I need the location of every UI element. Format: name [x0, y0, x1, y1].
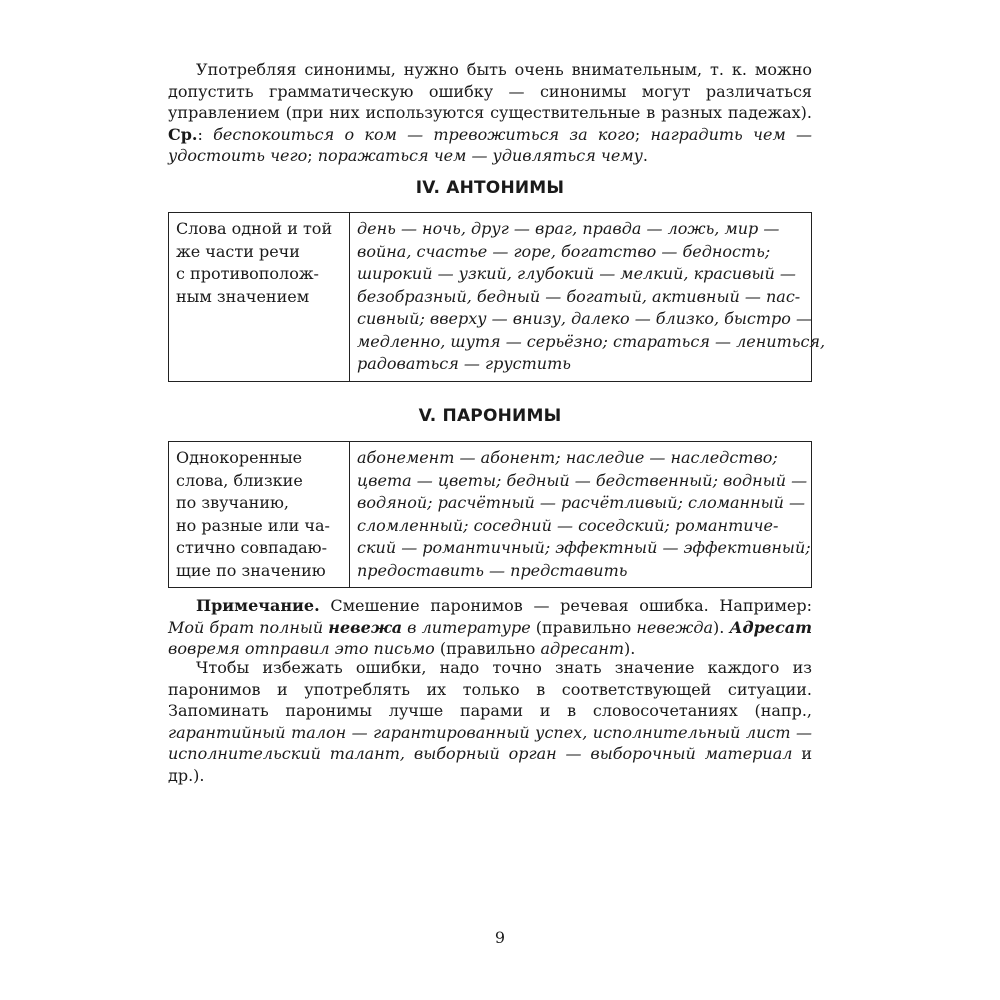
- definition-line: по звучанию,: [176, 493, 289, 512]
- definition-line: слова, близкие: [176, 470, 303, 490]
- table-row: [169, 213, 812, 382]
- antonyms-examples-cell: [350, 213, 826, 382]
- example-line: медленно, шутя — серьёзно; стараться — лениться,: [357, 331, 826, 351]
- definition-line: но разные или ча-: [176, 515, 330, 535]
- paronyms-heading: V. ПАРОНИМЫ: [418, 406, 562, 426]
- example-line: безобразный, бедный — богатый, активный — пас-: [357, 286, 801, 306]
- cf-label: Ср.: [168, 124, 198, 144]
- definition-line: с противополож-: [176, 264, 319, 283]
- synonym-example: наградить чем — удостоить чего: [168, 124, 812, 165]
- table-row: [169, 442, 812, 588]
- paronyms-table: [168, 441, 812, 588]
- example-line: абонемент — абонент; наследие — наследство;: [357, 448, 778, 467]
- example-line: радоваться — грустить: [357, 354, 571, 373]
- example-line: предоставить — представить: [357, 560, 628, 580]
- paronym-examples: гарантийный талон — гарантированный успех, исполнительный лист — исполнительский талант, выборный орган — выборочный материал: [168, 722, 812, 763]
- antonyms-heading: IV. АНТОНИМЫ: [415, 178, 565, 198]
- definition-line: Однокоренные: [176, 448, 303, 467]
- synonym-example: поражаться чем — удивляться чему: [317, 146, 643, 165]
- synonyms-paragraph: Употребляя синонимы, нужно быть очень внимательным, т. к. можно допустить грамматическую ошибку — синонимы могут различаться управлением (при них используются существительные в разных падежах). Ср.: беспокоиться о ком — тревожиться за кого; наградить чем — удостоить чего; поражаться чем — удивляться чему.: [168, 60, 812, 165]
- example-line: день — ночь, друг — враг, правда — ложь, мир —: [357, 219, 780, 238]
- final-paragraph: Чтобы избежать ошибки, надо точно знать значение каждого из паронимов и употреблять их только в соответствующей ситуации. Запоминать паронимы лучше парами и в словосочетаниях (напр., гарантийный талон — гарантированный успех, исполнительный лист — исполнительский талант, выборный орган — выборочный материал и др.).: [168, 658, 812, 785]
- antonyms-definition-cell: [169, 213, 350, 382]
- example-line: сломленный; соседний — соседский; романтиче-: [357, 515, 779, 535]
- example-line: ский — романтичный; эффектный — эффективный;: [357, 538, 811, 557]
- example-line: водяной; расчётный — расчётливый; сломанный —: [357, 493, 806, 512]
- error-word: невежа: [328, 617, 403, 637]
- example-line: широкий — узкий, глубокий — мелкий, красивый —: [357, 264, 796, 283]
- synonym-example: беспокоиться о ком — тревожиться за кого: [213, 124, 635, 144]
- note-paragraph: Примечание. Смешение паронимов — речевая ошибка. Например: Мой брат полный невежа в литературе (правильно невежда). Адресат вовремя отправил это письмо (правильно адресант).: [168, 596, 812, 658]
- error-word: Адресат: [729, 617, 812, 637]
- paronyms-definition-cell: [169, 442, 350, 588]
- example-line: цвета — цветы; бедный — бедственный; водный —: [357, 470, 808, 490]
- note-label: Примечание.: [196, 596, 320, 615]
- definition-line: щие по значению: [176, 560, 326, 580]
- example-line: война, счастье — горе, богатство — бедность;: [357, 241, 771, 261]
- definition-line: же части речи: [176, 241, 300, 261]
- example-line: сивный; вверху — внизу, далеко — близко, быстро —: [357, 309, 813, 328]
- definition-line: Слова одной и той: [176, 219, 333, 238]
- page-number: 9: [494, 928, 506, 947]
- paronyms-examples-cell: [350, 442, 812, 588]
- definition-line: ным значением: [176, 286, 310, 306]
- antonyms-table: [168, 212, 826, 382]
- definition-line: стично совпадаю-: [176, 538, 327, 557]
